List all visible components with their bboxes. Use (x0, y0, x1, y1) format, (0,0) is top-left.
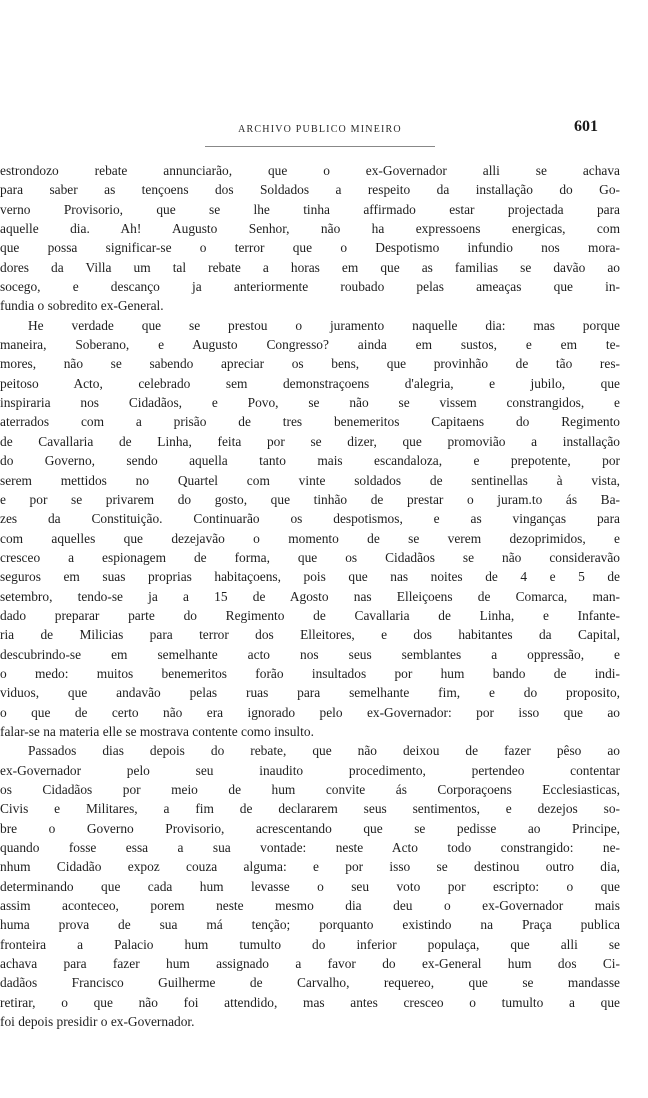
text-line: retirar, o que não foi attendido, mas antes cresceo o tumulto a que (0, 994, 620, 1010)
text-line: huma prova de sua má tenção; porquanto existindo na Praça publica (0, 917, 620, 933)
text-line: fronteira a Palacio hum tumulto do inferior populaça, que alli se (0, 936, 620, 952)
text-line: com aquelles que dezejavão o momento de se verem dezoprimidos, e (0, 530, 620, 546)
text-line: cresceo a espionagem de forma, que os Cidadãos se não consideravão (0, 549, 620, 565)
text-line: setembro, tendo-se ja a 15 de Agosto nas Elleiçoens de Comarca, man- (0, 588, 620, 604)
text-line: de Cavallaria de Linha, feita por se dizer, que promovião a installação (0, 433, 620, 449)
text-line: o que de certo não era ignorado pelo ex-Governador: por isso que ao (0, 704, 620, 720)
text-line: dadãos Francisco Guilherme de Carvalho, requereo, que se mandasse (0, 975, 620, 991)
text-line: mores, não se sabendo apreciar os bens, que provinhão de tão res- (0, 356, 620, 372)
text-line: descubrindo-se em semelhante acto nos seus semblantes a oppressão, e (0, 646, 620, 662)
text-line: aquelle dia. Ah! Augusto Senhor, não ha expressoens energicas, com (0, 221, 620, 237)
text-line: ex-Governador pelo seu inaudito procedimento, pertendeo contentar (0, 762, 620, 778)
text-line: serem mettidos no Quartel com vinte soldados de sentinellas à vista, (0, 472, 620, 488)
text-line: verno Provisorio, que se lhe tinha affirmado estar projectada para (0, 201, 620, 217)
text-line: He verdade que se prestou o juramento naquelle dia: mas porque (28, 317, 620, 333)
page-number: 601 (574, 118, 598, 135)
text-line: quando fosse essa a sua vontade: neste Acto todo constrangido: ne- (0, 840, 620, 856)
paragraph (0, 316, 620, 742)
text-line: seguros em suas proprias habitaçoens, pois que nas noites de 4 e 5 de (0, 569, 620, 585)
text-line: dores da Villa um tal rebate a horas em que as familias se davão ao (0, 259, 620, 275)
text-line: inspiraria nos Cidadãos, e Povo, se não se vissem constrangidos, e (0, 395, 620, 411)
text-line: e por se privarem do gosto, que tinhão de prestar o juram.to ás Ba- (0, 491, 620, 507)
text-line: Passados dias depois do rebate, que não deixou de fazer pêso ao (28, 743, 620, 759)
text-line: aterrados com a prisão de tres benemeritos Capitaens do Regimento (0, 414, 620, 430)
text-line: foi depois presidir o ex-Governador. (0, 1014, 195, 1030)
text-line: viduos, que andavão pelas ruas para semelhante fim, e do proposito, (0, 685, 620, 701)
paragraph (0, 741, 620, 1031)
text-line: Civis e Militares, a fim de declararem seus sentimentos, e dezejos so- (0, 801, 620, 817)
text-line: zes da Constituição. Continuarão os despotismos, e as vinganças para (0, 511, 620, 527)
text-line: estrondozo rebate annunciarão, que o ex-Governador alli se achava (0, 163, 620, 178)
text-line: peitoso Acto, celebrado sem demonstraçoens d'alegria, e jubilo, que (0, 375, 620, 391)
text-line: dado preparar parte do Regimento de Cavallaria de Linha, e Infante- (0, 607, 620, 623)
text-line: assim aconteceo, porem neste mesmo dia deu o ex-Governador mais (0, 898, 620, 914)
body-text (0, 161, 620, 1031)
running-header: ARCHIVO PUBLICO MINEIRO (238, 124, 402, 135)
text-line: o medo: muitos benemeritos forão insultados por hum bando de indi- (0, 665, 620, 681)
text-line: fundia o sobredito ex-General. (0, 298, 164, 314)
text-line: bre o Governo Provisorio, acrescentando que se pedisse ao Principe, (0, 820, 620, 836)
text-line: achava para fazer hum assignado a favor do ex-General hum dos Ci- (0, 956, 620, 972)
text-line: para saber as tençoens dos Soldados a respeito da installação do Go- (0, 182, 620, 198)
text-line: que possa significar-se o terror que o Despotismo infundio nos mora- (0, 240, 620, 256)
text-line: do Governo, sendo aquella tanto mais escandaloza, e prepotente, por (0, 453, 620, 469)
text-line: nhum Cidadão expoz couza alguma: e por isso se destinou outro dia, (0, 859, 620, 875)
text-line: maneira, Soberano, e Augusto Congresso? ainda em sustos, e em te- (0, 337, 620, 353)
text-line: falar-se na materia elle se mostrava contente como insulto. (0, 723, 314, 739)
paragraph (0, 161, 620, 316)
text-line: os Cidadãos por meio de hum convite ás Corporaçoens Ecclesiasticas, (0, 782, 620, 797)
text-line: socego, e descanço ja anteriormente roubado pelas ameaças que in- (0, 279, 620, 295)
header-rule (205, 146, 435, 147)
text-line: ria de Milicias para terror dos Elleitores, e dos habitantes da Capital, (0, 627, 620, 643)
text-line: determinando que cada hum levasse o seu voto por escripto: o que (0, 878, 620, 894)
